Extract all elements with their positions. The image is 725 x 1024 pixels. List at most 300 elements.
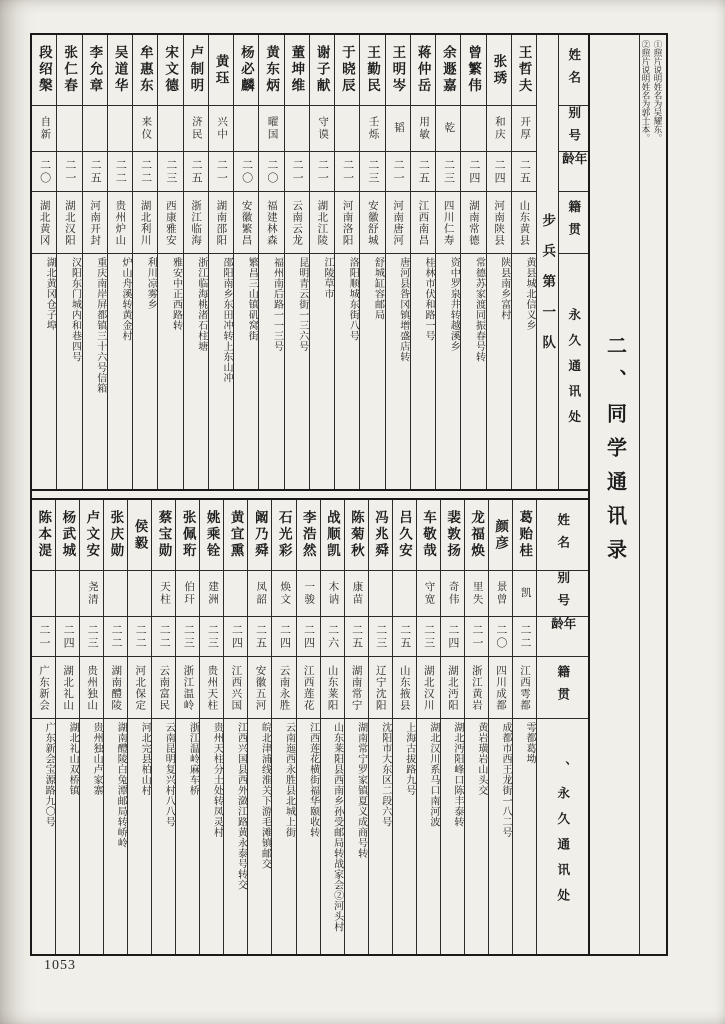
student-address (369, 719, 392, 954)
student-age (80, 617, 103, 657)
student-age-text: 二二 (110, 623, 123, 650)
student-native-text: 安徽舒城 (366, 199, 378, 246)
student-address-text: 利川凉雾乡 (145, 257, 157, 310)
student-alias-text: 开厚 (519, 116, 531, 141)
student-age-text: 二一 (215, 158, 228, 185)
student-address (209, 254, 233, 489)
student-alias (83, 106, 107, 152)
student-age (248, 617, 271, 657)
student-address-text: 湖南常宁罗家镇夏义成商号转 (355, 722, 367, 859)
student-name-text: 侯毅 (132, 518, 148, 552)
student-name (56, 500, 79, 571)
student-alias (80, 571, 103, 617)
student-age (57, 152, 81, 192)
student-native (461, 192, 485, 254)
student-column (151, 500, 175, 954)
student-column (175, 500, 199, 954)
student-address (393, 719, 416, 954)
student-column (460, 35, 485, 489)
student-address-text: 浙江温岭麻车桥 (187, 722, 199, 796)
student-age-text: 二〇 (265, 158, 278, 185)
student-name-text: 黄宜熏 (228, 510, 244, 560)
student-address-text: 贵州独山卢家寨 (91, 722, 103, 796)
student-alias (158, 106, 182, 152)
student-address-text: 皖北津浦线淮关下游毛滩镇邮交 (259, 722, 271, 869)
student-column (392, 500, 416, 954)
student-column (309, 35, 334, 489)
student-address (489, 719, 512, 954)
student-alias-text: 守谟 (317, 116, 329, 141)
student-native-text: 广东新会 (38, 664, 50, 711)
student-address-text: 常德苏家渡同振春号转 (473, 257, 485, 362)
student-alias-text: 建洲 (207, 581, 219, 606)
student-age (104, 617, 127, 657)
student-age (128, 617, 151, 657)
student-native (465, 657, 488, 719)
student-alias-text: 自新 (39, 116, 51, 141)
student-age-text: 二三 (366, 158, 379, 185)
student-column (82, 35, 107, 489)
student-native-text: 湖北江陵 (316, 199, 328, 246)
student-alias (360, 106, 384, 152)
student-native (393, 657, 416, 719)
student-name-text: 谢子献 (314, 45, 330, 95)
header-alias-cell-text: 别号 (555, 571, 570, 616)
student-name-text: 葛贻桂 (517, 510, 533, 560)
student-name-text: 董坤维 (289, 45, 305, 95)
student-alias-text: 曜国 (266, 116, 278, 141)
student-name (285, 35, 309, 106)
student-column (157, 35, 182, 489)
student-address (184, 254, 208, 489)
header-name-cell (559, 35, 588, 106)
student-age-text: 二四 (278, 623, 291, 650)
student-name-text: 李允章 (87, 45, 103, 95)
student-address-text: 成都市西王龙街一八二号 (499, 722, 511, 838)
student-age-text: 二二 (158, 623, 171, 650)
student-address-text: 上海古拔路九号 (403, 722, 415, 796)
student-column (344, 500, 368, 954)
student-address-text: 福州南后路一一三号 (271, 257, 283, 352)
header-name-cell-text: 姓名 (566, 47, 581, 93)
student-native (489, 657, 512, 719)
student-address-text: 贵州天柱分土处转凤灵村 (211, 722, 223, 838)
student-name-text: 段绍槃 (36, 45, 52, 95)
student-address-text: 湖北汉川系马口南河波 (427, 722, 439, 827)
student-age-text: 二一 (291, 158, 304, 185)
student-address (133, 254, 157, 489)
student-name-text: 蒋仲岳 (415, 45, 431, 95)
student-address-text: 广东新会宝源路九〇号 (43, 722, 55, 827)
student-alias (200, 571, 223, 617)
unit-label (537, 35, 558, 489)
header-address-cell (537, 719, 588, 954)
student-native-text: 安徽繁昌 (240, 199, 252, 246)
student-name (465, 500, 488, 571)
student-age-text: 二一 (470, 623, 483, 650)
student-age-text: 二五 (350, 623, 363, 650)
student-name (224, 500, 247, 571)
student-native (369, 657, 392, 719)
student-native-text: 辽宁沈阳 (374, 664, 386, 711)
student-native (436, 192, 460, 254)
student-age-text: 二五 (89, 158, 102, 185)
student-native-text: 河南洛阳 (341, 199, 353, 246)
student-address (83, 254, 107, 489)
student-age (489, 617, 512, 657)
student-address (56, 719, 79, 954)
student-age-text: 二三 (164, 158, 177, 185)
student-column (132, 35, 157, 489)
student-address (128, 719, 151, 954)
student-alias (393, 571, 416, 617)
student-alias-text: 凤韶 (255, 581, 267, 606)
student-age (176, 617, 199, 657)
student-age (209, 152, 233, 192)
student-age (417, 617, 440, 657)
student-age-text: 二四 (302, 623, 315, 650)
student-age-text: 二三 (374, 623, 387, 650)
student-name (259, 35, 283, 106)
student-native (133, 192, 157, 254)
margin-notes (639, 35, 666, 954)
student-alias (57, 106, 81, 152)
unit-label-text: 步兵第一队 (540, 213, 556, 366)
student-native (360, 192, 384, 254)
student-native (272, 657, 295, 719)
student-alias-text: 木讷 (327, 581, 339, 606)
student-name (152, 500, 175, 571)
student-name-text: 张仁春 (62, 45, 78, 95)
student-age-text: 二三 (206, 623, 219, 650)
student-name (417, 500, 440, 571)
student-native (487, 192, 511, 254)
student-age-text: 二二 (134, 623, 147, 650)
student-name-text: 张佩珩 (180, 510, 196, 560)
student-native-text: 浙江温岭 (182, 664, 194, 711)
student-address-text: 汉阳东门城内和巷四号 (69, 257, 81, 362)
student-alias (176, 571, 199, 617)
chapter-title-column (590, 35, 639, 954)
student-native (83, 192, 107, 254)
student-alias (321, 571, 344, 617)
student-native (56, 657, 79, 719)
student-alias (335, 106, 359, 152)
student-address (512, 254, 536, 489)
student-name-text: 黄珏 (213, 53, 229, 87)
student-native-text: 山东掖县 (398, 664, 410, 711)
student-native (224, 657, 247, 719)
student-name (108, 35, 132, 106)
student-name-text: 李浩然 (300, 510, 316, 560)
student-alias (512, 106, 536, 152)
student-age (465, 617, 488, 657)
student-age (461, 152, 485, 192)
student-column (103, 500, 127, 954)
student-column (32, 500, 55, 954)
student-alias (345, 571, 368, 617)
student-column (32, 35, 56, 489)
header-alias-cell (559, 106, 588, 152)
student-column (440, 500, 464, 954)
header-address-cell-text: 、永久通讯处 (555, 760, 570, 914)
student-native (417, 657, 440, 719)
student-age-text: 二四 (230, 623, 243, 650)
unit-column (536, 35, 558, 489)
student-age-text: 二〇 (38, 158, 51, 185)
student-column (55, 500, 79, 954)
student-name (272, 500, 295, 571)
student-address (461, 254, 485, 489)
student-age (234, 152, 258, 192)
student-alias (369, 571, 392, 617)
student-alias (56, 571, 79, 617)
student-age-text: 二五 (417, 158, 430, 185)
student-native (104, 657, 127, 719)
section-infantry-first-squad (32, 35, 588, 491)
student-column (368, 500, 392, 954)
student-alias (272, 571, 295, 617)
student-native-text: 河南陕县 (493, 199, 505, 246)
student-address-text: 昆明青云街一三六号 (296, 257, 308, 352)
header-name-cell (537, 500, 588, 571)
student-alias (104, 571, 127, 617)
student-name (386, 35, 410, 106)
student-name-text: 陈菊秋 (348, 510, 364, 560)
student-alias (461, 106, 485, 152)
student-name (335, 35, 359, 106)
student-name-text: 颜彦 (493, 518, 509, 552)
student-alias (417, 571, 440, 617)
student-native (513, 657, 536, 719)
student-name (32, 500, 55, 571)
student-alias-text: 里失 (471, 581, 483, 606)
student-age-text: 二四 (446, 623, 459, 650)
student-name (83, 35, 107, 106)
student-name-text: 宋文德 (163, 45, 179, 95)
student-name (461, 35, 485, 106)
student-native-text: 贵州天柱 (206, 664, 218, 711)
student-native (200, 657, 223, 719)
student-native-text: 安徽五河 (254, 664, 266, 711)
student-alias (128, 571, 151, 617)
student-address-text: 湖北沔阳峰口陈丰泰转 (451, 722, 463, 827)
student-age (108, 152, 132, 192)
student-address (234, 254, 258, 489)
student-address (487, 254, 511, 489)
student-native (321, 657, 344, 719)
student-age (224, 617, 247, 657)
student-age (310, 152, 334, 192)
student-address (32, 719, 55, 954)
student-alias-text: 景曾 (495, 581, 507, 606)
student-alias (386, 106, 410, 152)
student-alias (487, 106, 511, 152)
student-address (411, 254, 435, 489)
student-name-text: 姚乘铨 (204, 510, 220, 560)
student-native-text: 山东黄县 (518, 199, 530, 246)
student-native-text: 湖北汉川 (422, 664, 434, 711)
student-alias (32, 106, 56, 152)
directory-table (32, 35, 590, 954)
student-native (57, 192, 81, 254)
student-column (296, 500, 320, 954)
student-native (259, 192, 283, 254)
student-age (369, 617, 392, 657)
student-column (410, 35, 435, 489)
student-age-text: 二二 (518, 623, 531, 650)
student-native-text: 浙江黄岩 (470, 664, 482, 711)
student-address (441, 719, 464, 954)
student-address (259, 254, 283, 489)
student-native (441, 657, 464, 719)
student-native-text: 西康雅安 (164, 199, 176, 246)
student-age (32, 152, 56, 192)
margin-note-2: ②照片说明姓名为郭士本。 (641, 40, 651, 142)
student-native (512, 192, 536, 254)
student-name-text: 王勤民 (365, 45, 381, 95)
student-address-text: 江西莲花横街福华颐收转 (307, 722, 319, 838)
student-name (360, 35, 384, 106)
student-age (393, 617, 416, 657)
student-column (107, 35, 132, 489)
student-address (386, 254, 410, 489)
student-native-text: 福建林森 (265, 199, 277, 246)
student-name (248, 500, 271, 571)
header-alias-cell (537, 571, 588, 617)
student-age (133, 152, 157, 192)
student-name-text: 余遯嘉 (440, 45, 456, 95)
student-age-text: 二〇 (240, 158, 253, 185)
student-column (435, 35, 460, 489)
student-age (285, 152, 309, 192)
student-name (487, 35, 511, 106)
margin-note-1: ①照片说明姓名为吴耀东。 (653, 40, 663, 142)
student-name-text: 杨武城 (60, 510, 76, 560)
student-alias-text: 奇伟 (447, 581, 459, 606)
student-address (310, 254, 334, 489)
student-address-text: 黄岩璜岩山头交 (475, 722, 487, 796)
student-address-text: 雩都葛坳 (524, 722, 535, 764)
student-age-text: 二二 (114, 158, 127, 185)
student-address (513, 719, 536, 954)
header-address-cell-text: 永久通讯处 (566, 308, 581, 436)
student-address (200, 719, 223, 954)
student-age (272, 617, 295, 657)
student-name (297, 500, 320, 571)
header-native-cell (537, 657, 588, 719)
student-alias-text: 和庆 (493, 116, 505, 141)
student-address-text: 云南昆明复兴村八八号 (163, 722, 175, 827)
student-address-text: 桂林市伏和路一号 (423, 257, 434, 341)
student-column (464, 500, 488, 954)
student-native-text: 四川成都 (494, 664, 506, 711)
student-alias (234, 106, 258, 152)
student-address-text: 湖北黄冈仓子埠 (44, 257, 56, 331)
header-alias-cell-text: 别号 (566, 106, 581, 151)
student-age (345, 617, 368, 657)
student-name (234, 35, 258, 106)
student-column (271, 500, 295, 954)
student-age-text: 二五 (254, 623, 267, 650)
student-address-text: 资中罗泉井转越溪乡 (448, 257, 460, 352)
student-age (200, 617, 223, 657)
student-address-text: 炉山舟溪转黄金村 (120, 257, 131, 341)
student-age (83, 152, 107, 192)
student-address (32, 254, 56, 489)
student-native (285, 192, 309, 254)
student-native (335, 192, 359, 254)
section-divider (32, 491, 588, 498)
student-name (128, 500, 151, 571)
student-alias-text: 用敏 (418, 116, 430, 141)
student-age-text: 二〇 (494, 623, 507, 650)
student-age (411, 152, 435, 192)
header-age-cell (537, 617, 588, 657)
student-column (208, 35, 233, 489)
student-alias (513, 571, 536, 617)
student-name (441, 500, 464, 571)
student-address (152, 719, 175, 954)
student-column (258, 35, 283, 489)
student-column (488, 500, 512, 954)
student-native (128, 657, 151, 719)
student-name-text: 蔡宝勋 (156, 510, 172, 560)
student-column (247, 500, 271, 954)
student-name (32, 35, 56, 106)
student-alias-text: 康苗 (351, 581, 363, 606)
student-age (158, 152, 182, 192)
student-age (184, 152, 208, 192)
student-alias (411, 106, 435, 152)
student-native (234, 192, 258, 254)
student-age-text: 二一 (38, 623, 51, 650)
student-name-text: 张庆勋 (108, 510, 124, 560)
student-alias (32, 571, 55, 617)
student-column (512, 500, 536, 954)
student-name-text: 卢文安 (84, 510, 100, 560)
student-address (104, 719, 127, 954)
student-address (80, 719, 103, 954)
student-address (465, 719, 488, 954)
student-address-text: 繁昌三山镇矶窝街 (246, 257, 258, 341)
student-age-text: 二三 (182, 623, 195, 650)
student-age (441, 617, 464, 657)
student-column (183, 35, 208, 489)
student-alias-text: 凯 (519, 587, 531, 600)
student-age-text: 二一 (341, 158, 354, 185)
student-name-text: 曾繁伟 (466, 45, 482, 95)
header-age-cell-text: 年龄 (560, 152, 587, 175)
student-native (176, 657, 199, 719)
student-column (127, 500, 151, 954)
student-name-text: 牟惠东 (137, 45, 153, 95)
student-name (133, 35, 157, 106)
student-native-text: 江西南昌 (417, 199, 429, 246)
student-age-text: 二一 (316, 158, 329, 185)
student-name (80, 500, 103, 571)
student-name (489, 500, 512, 571)
student-name (104, 500, 127, 571)
student-native (32, 192, 56, 254)
student-address-text: 黄县城北信义乡 (524, 257, 535, 331)
student-alias (436, 106, 460, 152)
student-name (57, 35, 81, 106)
student-address (57, 254, 81, 489)
student-alias-text: 兴中 (216, 116, 228, 141)
student-native (158, 192, 182, 254)
student-column (320, 500, 344, 954)
